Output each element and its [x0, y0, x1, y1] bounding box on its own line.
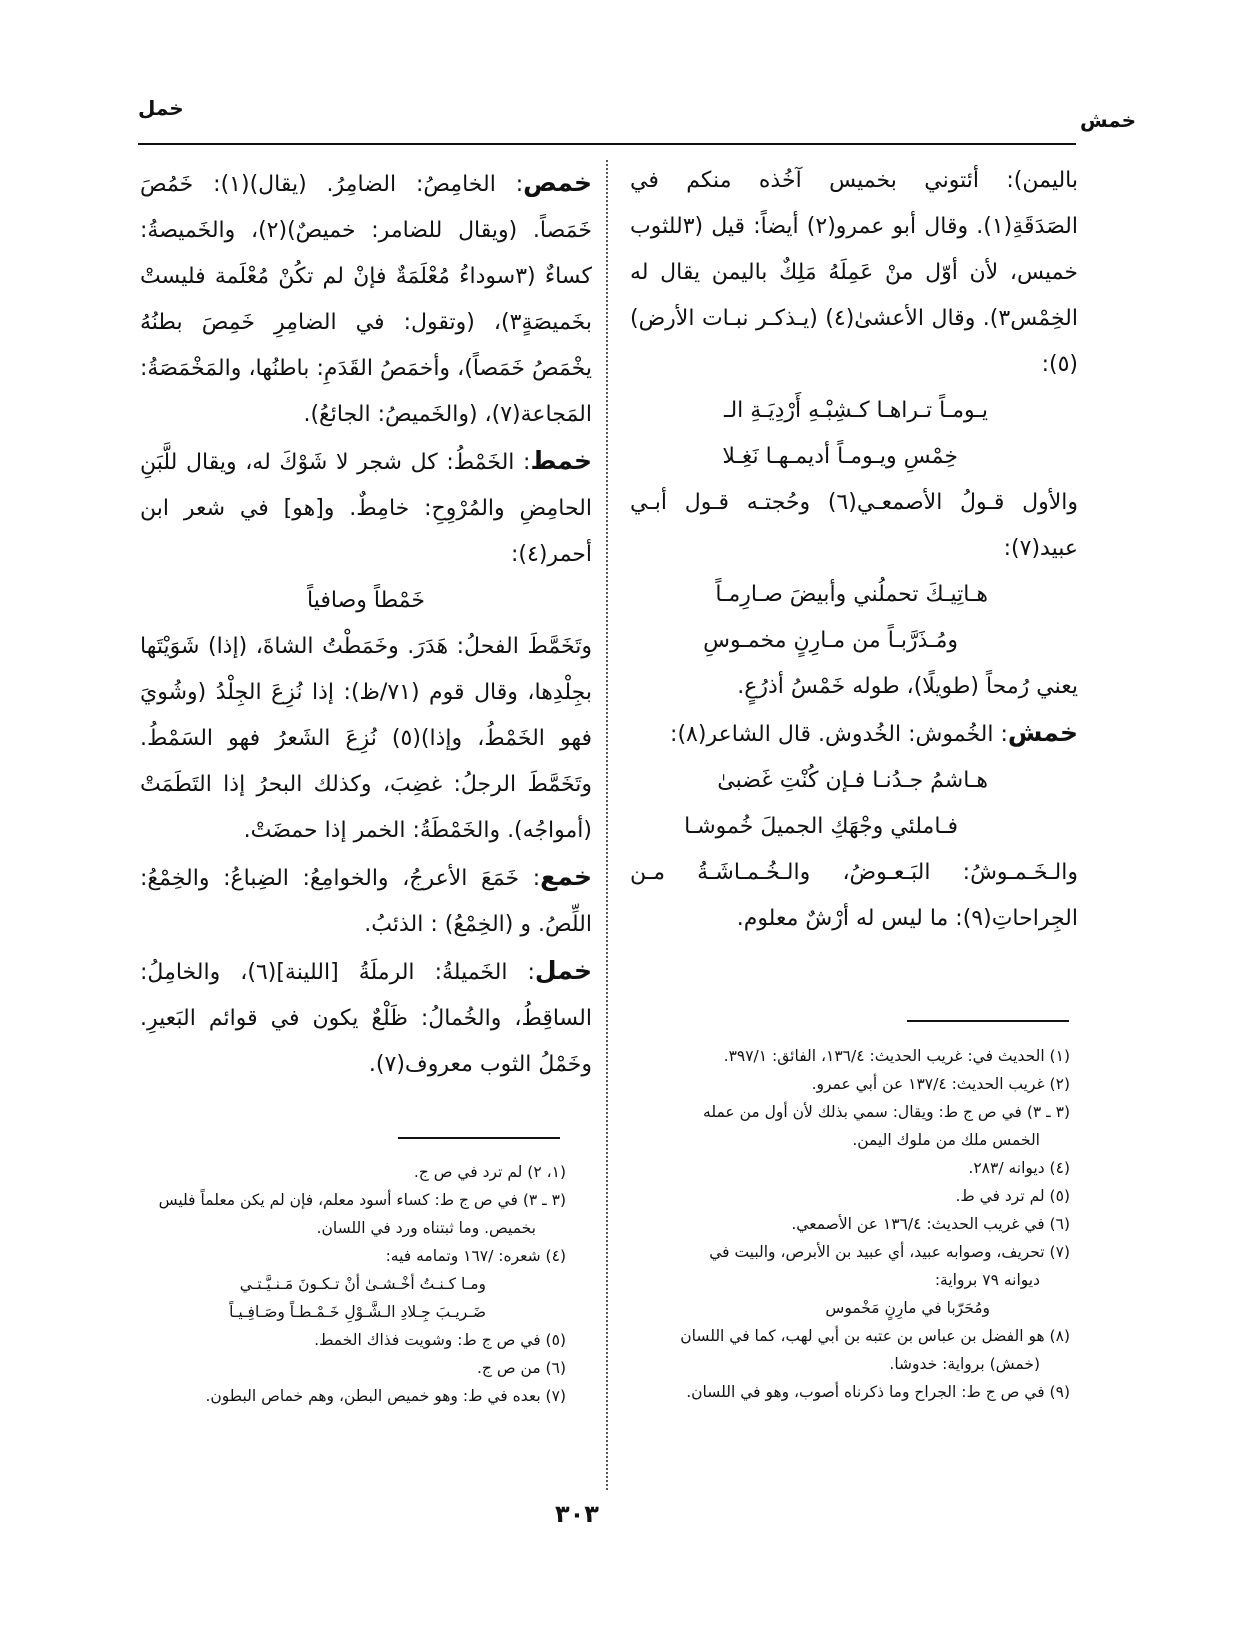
column-divider	[606, 160, 608, 1490]
entry-khamat	[140, 438, 592, 578]
paragraph: والأول قـولُ الأصمعـي(٦) وحُجتـه قـول أبـي عبيد(٧):	[630, 490, 1078, 561]
entry-khamash	[630, 710, 1078, 758]
paragraph: وتَخَمَّطَ الفحلُ: هَدَرَ. وخَمَطْتُ الشاةَ، (إذا) شَوَيْتَها بجِلْدِها، وقال قوم (٧١/ظ): إذا نُزِعَ الجِلْدُ (وشُويَ فهو الخَمْطُ، وإذا)(٥) نُزِعَ الشَعرُ فهو السَمْطُ. وتَخَمَّطَ الرجلُ: غضِبَ، وكذلك البحرُ إذا التَطَمَتْ (أمواجُه). والخَمْطَةُ: الخمر إذا حمضَتْ.	[140, 634, 592, 843]
footnote: (٦) في غريب الحديث: ١٣٦/٤ عن الأصمعي.	[791, 1215, 1070, 1233]
footnote: (٩) في ص ج ط: الجراح وما ذكرناه أصوب، وهو في اللسان.	[686, 1383, 1070, 1401]
headword: خمل	[534, 956, 592, 985]
footnote: (٤) ديوانه /٢٨٣.	[968, 1159, 1070, 1177]
headword: خمش	[1007, 718, 1078, 747]
verse-line: خَمْطاً وصافياً	[307, 588, 425, 613]
entry-text: : خَمَعَ الأعرجُ، والخوامِعُ: الضِباعُ: والخِمْعُ: اللِّصُ. و (الخِمْعُ) : الذئبُ.	[140, 866, 592, 937]
footnote: الخمس ملك من ملوك اليمن.	[852, 1131, 1040, 1149]
header-left-word: خمل	[138, 96, 184, 120]
verse-line: يـومـاً تـراهـا كـشِبْـهِ أَرْدِيَـةِ الـ	[724, 398, 988, 423]
entry-khama	[140, 854, 592, 948]
paragraph: والـخَـمـوشُ: البَـعـوضُ، والـخُـمـاشَـةُ مـن الجِراحاتِ(٩): ما ليس له أرْشٌ معلوم.	[630, 860, 1078, 931]
footnote-rule-right	[907, 1020, 1069, 1022]
entry-text: : الخُموش: الخُدوش. قال الشاعر(٨):	[670, 722, 1008, 747]
footnote: (٢) غريب الحديث: ١٣٧/٤ عن أبي عمرو.	[811, 1075, 1070, 1093]
footnotes-right	[618, 1042, 1070, 1406]
footnote: (٧) تحريف، وصوابه عبيد، أي عبيد بن الأبرص، والبيت في	[709, 1243, 1070, 1261]
footnote: (٣ ـ ٣) في ص ج ط: ويقال: سمي بذلك لأن أول من عمله	[703, 1103, 1070, 1121]
paragraph: باليمن): أئتوني بخميس آخُذه منكم في الصَدَقَةِ(١). وقال أبو عمرو(٢) أيضاً: قيل (٣للثوب خميس، لأن أوّل منْ عَمِلَهُ مَلِكٌ باليمن يقال له الخِمْس٣). وقال الأعشىٰ(٤) (يـذكـر نبـات الأرض)(٥):	[630, 168, 1078, 377]
headword: خمط	[530, 446, 592, 475]
footnote: (٨) هو الفضل بن عباس بن عتبه بن أبي لهب، كما في اللسان	[680, 1327, 1070, 1345]
footnote: (١، ٢) لم ترد في ص ج.	[413, 1163, 566, 1181]
footnote-verse: ومـا كـنـتُ أخْـشـىٰ أنْ تـكـونَ مَـنـيَّـتـي	[239, 1275, 486, 1293]
footnotes-left	[130, 1158, 566, 1410]
left-column	[140, 160, 592, 1088]
header-rule	[138, 143, 1076, 145]
headword: خمص	[523, 168, 592, 197]
footnote: (١) الحديث في: غريب الحديث: ١٣٦/٤، الفائق: ٣٩٧/١.	[723, 1047, 1070, 1065]
entry-text: : الخامِصُ: الضامِرُ. (يقال)(١): خَمُصَ خَمَصاً. (ويقال للضامر: خميصٌ)(٢)، والخَميصةُ: كساءٌ (٣سوداءُ مُعْلَمَةٌ فإنْ لم تكُنْ مُعْلَمة فليستْ بخَميصَةٍ٣)، (وتقول: في الضامِرِ خَمِصَ بطنُهُ يخْمَصُ خَمَصاً)، وأخمَصُ القَدَمِ: باطنُها، والمَخْمَصَةُ: المَجاعة(٧)، (والخَميصُ: الجائعُ).	[140, 172, 592, 427]
footnote: (٦) من ص ج.	[477, 1359, 566, 1377]
entry-text: : الخَمْطُ: كل شجر لا شَوْكَ له، ويقال للَّبَنِ الحامِضِ والمُرْوِحِ: خامِطٌ. و[هو] في شعر ابن أحمر(٤):	[140, 450, 592, 567]
right-column	[630, 158, 1078, 942]
footnote: (٣ ـ ٣) في ص ج ط: كساء أسود معلم، فإن لم يكن معلماً فليس	[158, 1191, 566, 1209]
footnote: بخميص. وما ثبتناه ورد في اللسان.	[316, 1219, 536, 1237]
verse-line: فـاملئي وجْهَكِ الجميلَ خُموشـا	[684, 814, 958, 839]
verse-line: خِمْسِ ويـومـاً أديمـهـا نَغِـلا	[722, 444, 958, 469]
footnote-rule-left	[398, 1137, 560, 1139]
page-number: ٣٠٣	[555, 1500, 599, 1528]
header-right-word: خمش	[1080, 108, 1137, 132]
footnote: (خمش) برواية: خدوشا.	[889, 1355, 1040, 1373]
verse-line: ومُـذَرَّبـاً من مـارِنٍ مخمـوسِ	[703, 628, 958, 653]
entry-khamal	[140, 948, 592, 1088]
headword: خمع	[540, 862, 592, 891]
footnote: ديوانه ٧٩ برواية:	[934, 1271, 1040, 1289]
footnote: (٤) شعره: /١٦٧ وتمامه فيه:	[385, 1247, 566, 1265]
entry-khamas	[140, 160, 592, 438]
footnote: (٧) بعده في ط: وهو خميص البطن، وهم خماص البطون.	[205, 1387, 566, 1405]
verse-line: هـاشمُ جـدُنـا فـإن كُنْتِ غَضبىٰ	[717, 768, 988, 793]
paragraph: يعني رُمحاً (طويلًا)، طوله خَمْسُ أذرُعٍ.	[737, 674, 1078, 699]
footnote-verse: ضَـريـبَ جِـلادِ الـشَّـوْلِ خَـمْـطـاً وصَـافِـيـاً	[229, 1303, 486, 1321]
footnote: (٥) في ص ج ط: وشويت فذاك الخمط.	[314, 1331, 566, 1349]
footnote: (٥) لم ترد في ط.	[955, 1187, 1070, 1205]
verse-line: هـاتِيـكَ تحملُني وأبيضَ صـارِمـاً	[715, 582, 988, 607]
entry-text: : الخَميلةُ: الرملَةُ [اللينة](٦)، والخامِلُ: الساقِطُ، والخُمالُ: ظَلْعٌ يكون في قوائم البَعيرِ. وخَمْلُ الثوب معروف(٧).	[140, 960, 592, 1077]
footnote-verse: ومُحَرّبا في مارِنٍ مَخْموس	[825, 1299, 990, 1317]
